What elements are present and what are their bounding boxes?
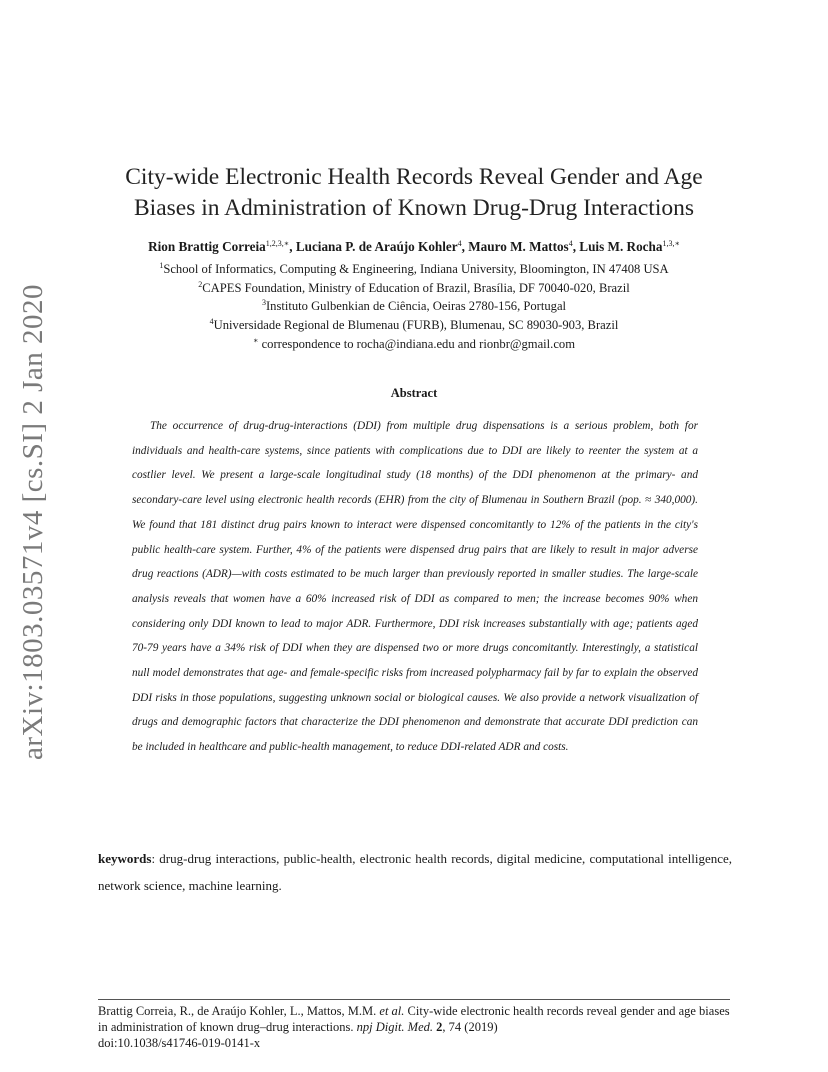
author-affil-sup: 1,3,∗ <box>662 239 680 248</box>
footnote-divider <box>98 999 730 1000</box>
affiliation <box>98 262 730 277</box>
correspondence-text: correspondence to rocha@indiana.edu and rionbr@gmail.com <box>258 337 576 351</box>
affiliation-text: School of Informatics, Computing & Engineering, Indiana University, Bloomington, IN 47408 USA <box>163 262 669 276</box>
abstract-text: The occurrence of drug-drug-interactions (DDI) from multiple drug dispensations is a serious problem, both for individuals and health-care systems, since patients with complications due to DDI are likely to reenter the system at a costlier level. We present a large-scale longitudinal study (18 months) of the DDI phenomenon at the primary- and secondary-care level using electronic health records (EHR) from the city of Blumenau in Southern Brazil (pop. ≈ 340,000). We found that 181 distinct drug pairs known to interact were dispensed concomitantly to 12% of the patients in the city's public health-care system. Further, 4% of the patients were dispensed drug pairs that are likely to result in major adverse drug reactions (ADR)—with costs estimated to be much larger than previously reported in smaller studies. The large-scale analysis reveals that women have a 60% increased risk of DDI as compared to men; the increase becomes 90% when considering only DDI known to lead to major ADR. Furthermore, DDI risk increases substantially with age; patients aged 70-79 years have a 34% risk of DDI when they are dispensed two or more drugs concomitantly. Interestingly, a statistical null model demonstrates that age- and female-specific risks from increased polypharmacy fail by far to explain the observed DDI risks in those populations, suggesting unknown social or biological causes. We also provide a network visualization of drugs and demographic factors that characterize the DDI phenomenon and demonstrate that accurate DDI prediction can be included in healthcare and public-health management, to reduce DDI-related ADR and costs. <box>132 420 698 754</box>
affiliation-sup: 4 <box>209 317 214 326</box>
paper-title <box>98 162 730 224</box>
title-line-1: City-wide Electronic Health Records Reveal Gender and Age <box>125 164 703 190</box>
keywords-text: : drug-drug interactions, public-health, electronic health records, digital medicine, computational intelligence, network science, machine learning. <box>98 851 732 893</box>
author-affil-sup: 4 <box>457 239 462 248</box>
affiliation <box>98 281 730 296</box>
keywords-label: keywords <box>98 851 152 866</box>
title-line-2: Biases in Administration of Known Drug-Drug Interactions <box>134 195 694 221</box>
author-name: Luciana P. de Araújo Kohler <box>295 239 458 254</box>
arxiv-identifier: arXiv:1803.03571v4 [cs.SI] 2 Jan 2020 <box>17 283 49 760</box>
author-name: Luis M. Rocha <box>579 239 663 254</box>
citation-doi: doi:10.1038/s41746-019-0141-x <box>98 1036 261 1050</box>
citation-title: City-wide electronic health records reveal gender and age biases in administration of known drug–drug interactions. <box>98 1004 730 1034</box>
citation-volume: 2 <box>436 1020 443 1034</box>
affiliation <box>98 299 730 314</box>
affiliation <box>98 318 730 333</box>
keywords <box>98 845 732 899</box>
author-name: Mauro M. Mattos <box>468 239 569 254</box>
author-affil-sup: 1,2,3,∗ <box>265 239 290 248</box>
correspondence <box>98 337 730 352</box>
author-list: Rion Brattig Correia$^{1,2,3,∗}$, Luciana P. de Araújo Kohler$^4$, Mauro M. Mattos$^4$, Luis M. Rocha$^{1,3,∗}$ <box>148 239 680 254</box>
affiliation-text: Universidade Regional de Blumenau (FURB), Blumenau, SC 89030-903, Brazil <box>213 318 619 332</box>
abstract-heading: Abstract <box>390 386 438 400</box>
affiliation-sup: 1 <box>159 261 164 270</box>
citation-pages: , 74 (2019) <box>442 1020 498 1034</box>
citation-etal: et al. <box>379 1004 405 1018</box>
citation-footnote <box>98 1003 730 1051</box>
author-name: Rion Brattig Correia <box>148 239 266 254</box>
affiliation-sup: 3 <box>261 298 266 307</box>
author-affil-sup: 4 <box>568 239 573 248</box>
affiliation-sup: 2 <box>198 280 203 289</box>
correspondence-sup: ∗ <box>252 336 259 345</box>
affiliation-text: Instituto Gulbenkian de Ciência, Oeiras 2780-156, Portugal <box>265 299 567 313</box>
affiliation-text: CAPES Foundation, Ministry of Education of Brazil, Brasília, DF 70040-020, Brazil <box>202 281 630 295</box>
citation-journal: npj Digit. Med. <box>356 1020 434 1034</box>
citation-authors: Brattig Correia, R., de Araújo Kohler, L., Mattos, M.M. <box>98 1004 380 1018</box>
